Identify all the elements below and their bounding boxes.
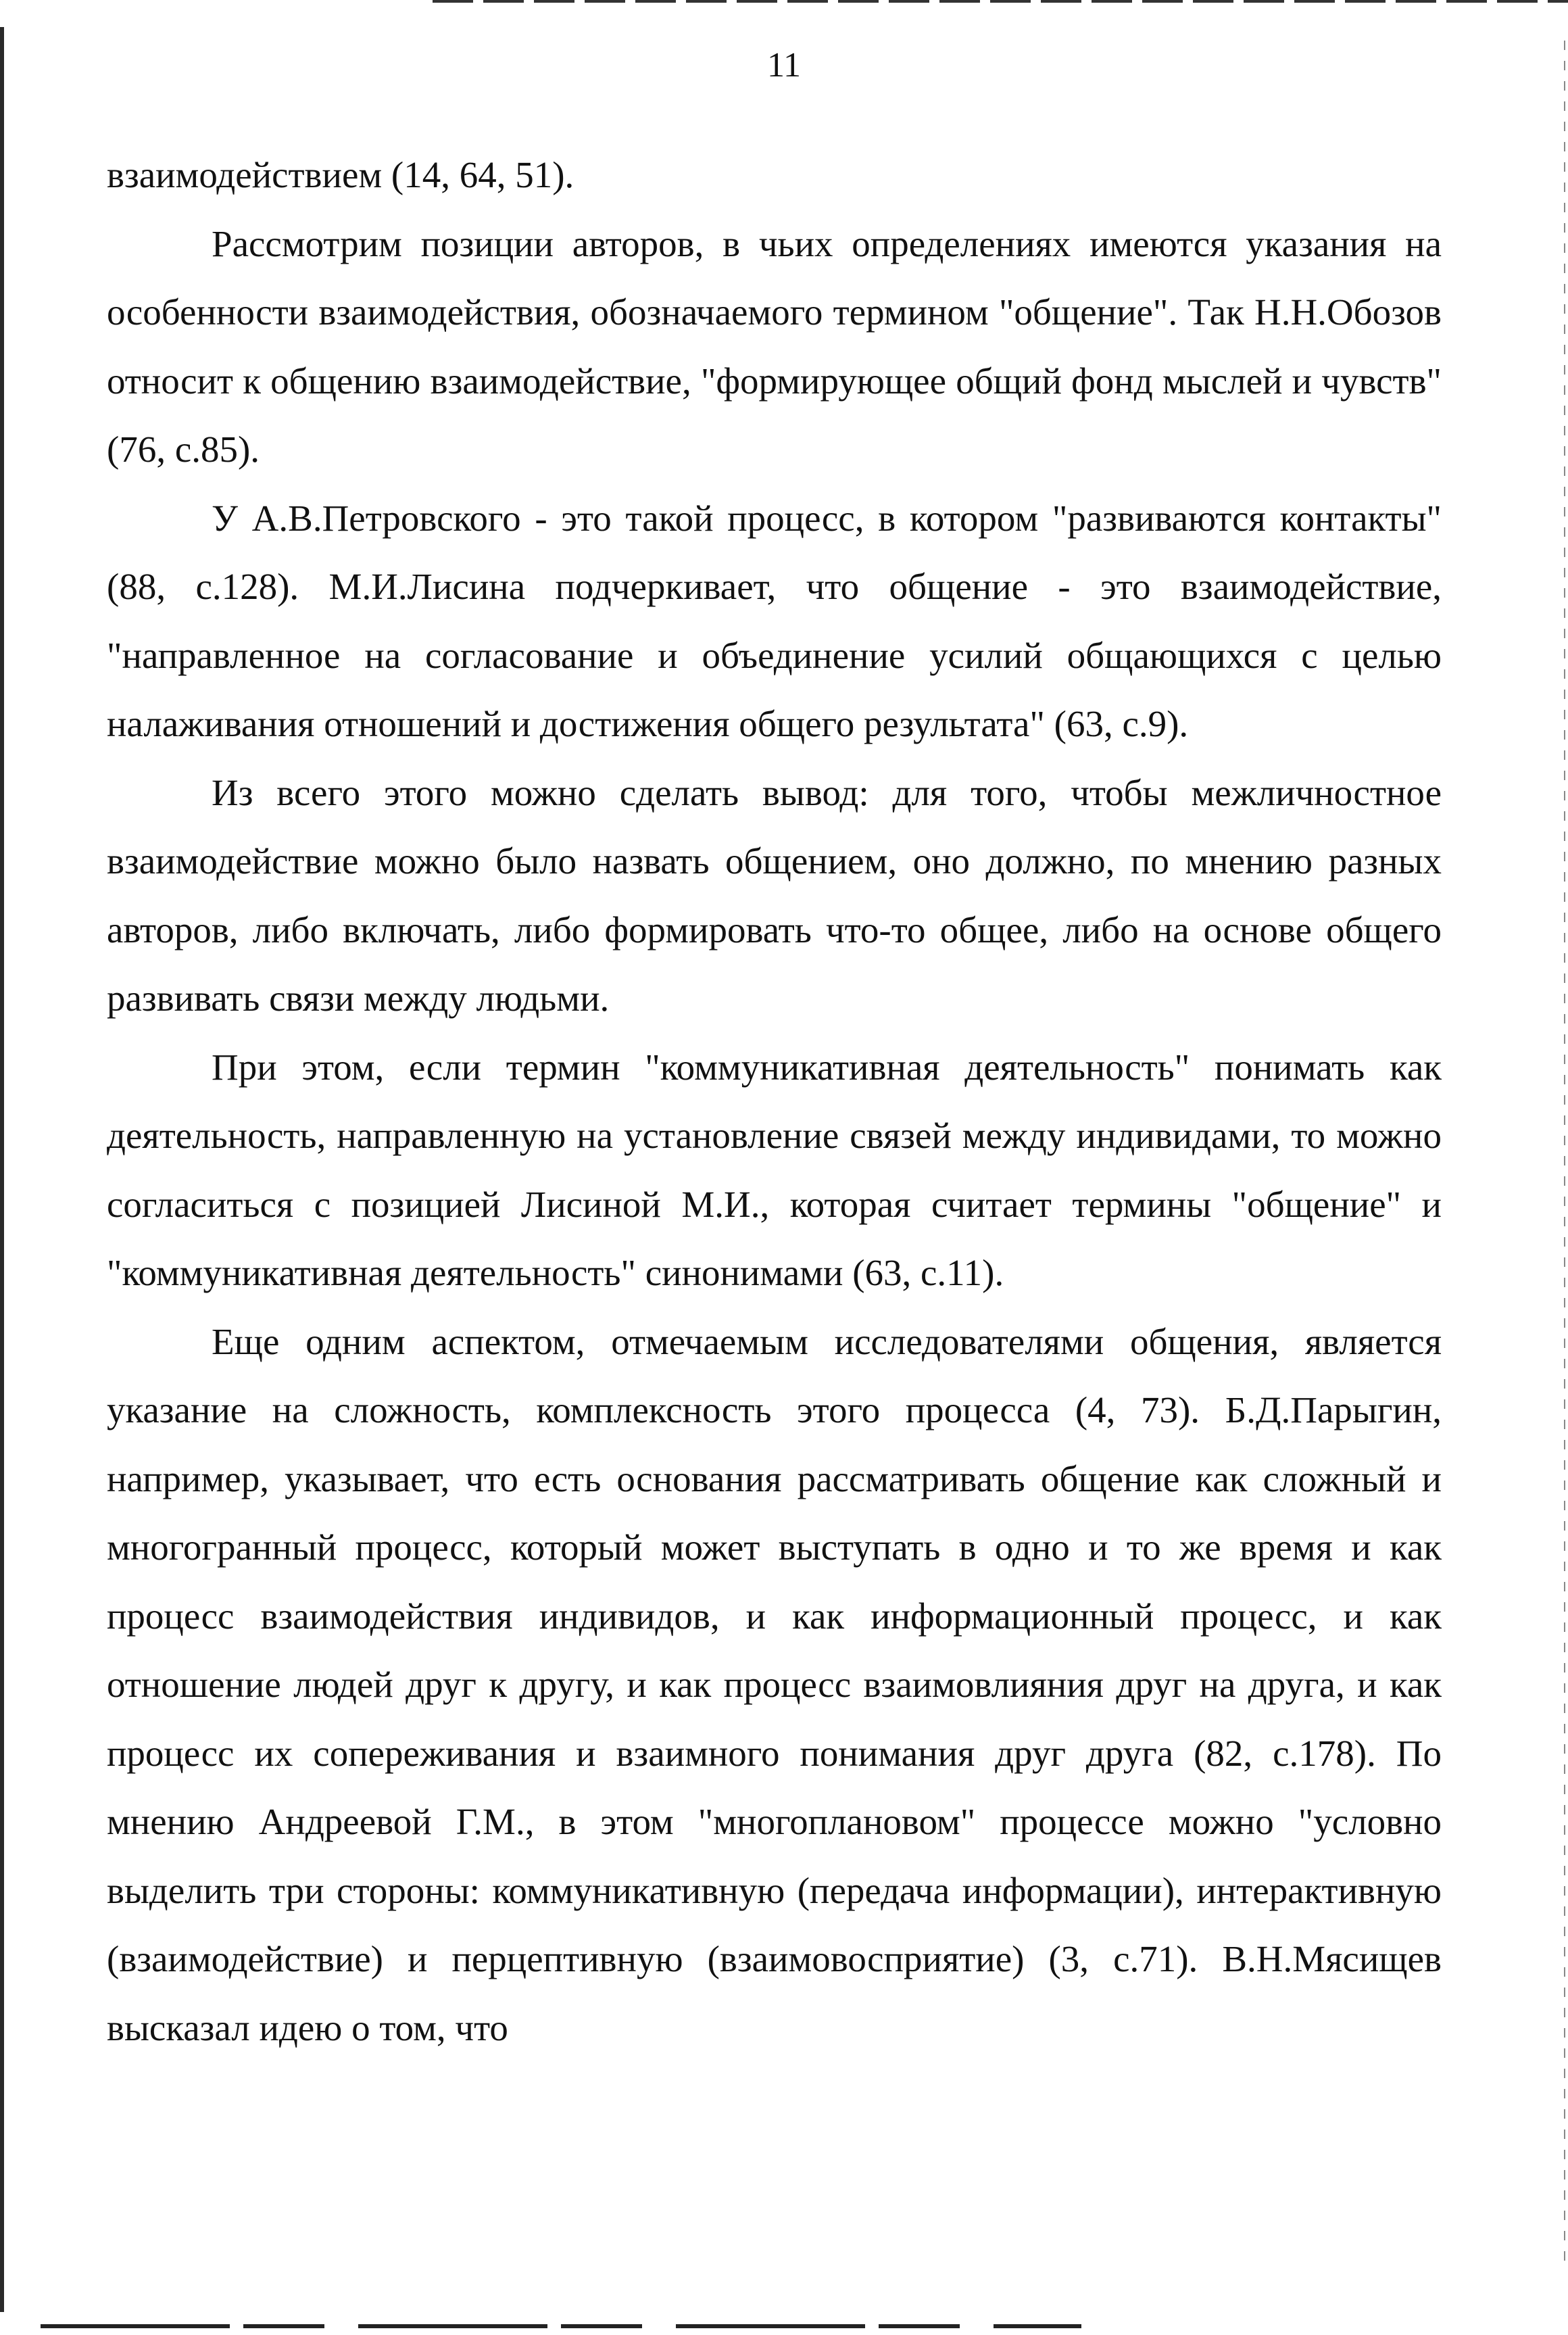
paragraph: У А.В.Петровского - это такой процесс, в котором "развиваются контакты" (88, с.128). М.И.Лисина подчеркивает, что общение - это взаимодействие, "направленное на согласование и объединение усилий общающихся с целью налаживания отношений и достижения общего результата" (63, с.9). bbox=[107, 497, 1442, 744]
paragraph: Еще одним аспектом, отмечаемым исследователями общения, является указание на сложность, комплексность этого процесса (4, 73). Б.Д.Парыгин, например, указывает, что есть основания рассматривать общение как сложный и многогранный процесс, который может выступать в одно и то же время и как процесс взаимодействия индивидов, и как информационный процесс, и как отношение людей друг к другу, и как процесс взаимовлияния друг на друга, и как процесс их сопереживания и взаимного понимания друг друга (82, с.178). По мнению Андреевой Г.М., в этом "многоплановом" процессе можно "условно выделить три стороны: коммуникативную (передача информации), интерактивную (взаимодействие) и перцептивную (взаимовосприятие) (3, с.71). В.Н.Мясищев высказал идею о том, что bbox=[107, 1320, 1442, 2048]
document-body bbox=[107, 141, 1442, 2062]
paragraph-continuation: взаимодействием (14, 64, 51). bbox=[107, 154, 574, 195]
paragraph: При этом, если термин "коммуникативная деятельность" понимать как деятельность, направленную на установление связей между индивидами, то можно согласиться с позицией Лисиной М.И., которая считает термины "общение" и "коммуникативная деятельность" синонимами (63, с.11). bbox=[107, 1046, 1442, 1293]
paragraph: Рассмотрим позиции авторов, в чьих определениях имеются указания на особенности взаимодействия, обозначаемого термином "общение". Так Н.Н.Обозов относит к общению взаимодействие, "формирующее общий фонд мыслей и чувств" (76, с.85). bbox=[107, 222, 1442, 470]
paragraph: Из всего этого можно сделать вывод: для того, чтобы межличностное взаимодействие можно было назвать общением, оно должно, по мнению разных авторов, либо включать, либо формировать что-то общее, либо на основе общего развивать связи между людьми. bbox=[107, 771, 1442, 1019]
scan-edge-top bbox=[433, 0, 1568, 3]
scan-edge-right bbox=[1564, 41, 1565, 2271]
page-number: 11 bbox=[766, 46, 802, 85]
scan-edge-left bbox=[0, 27, 4, 2312]
scan-edge-bottom bbox=[41, 2324, 1081, 2328]
